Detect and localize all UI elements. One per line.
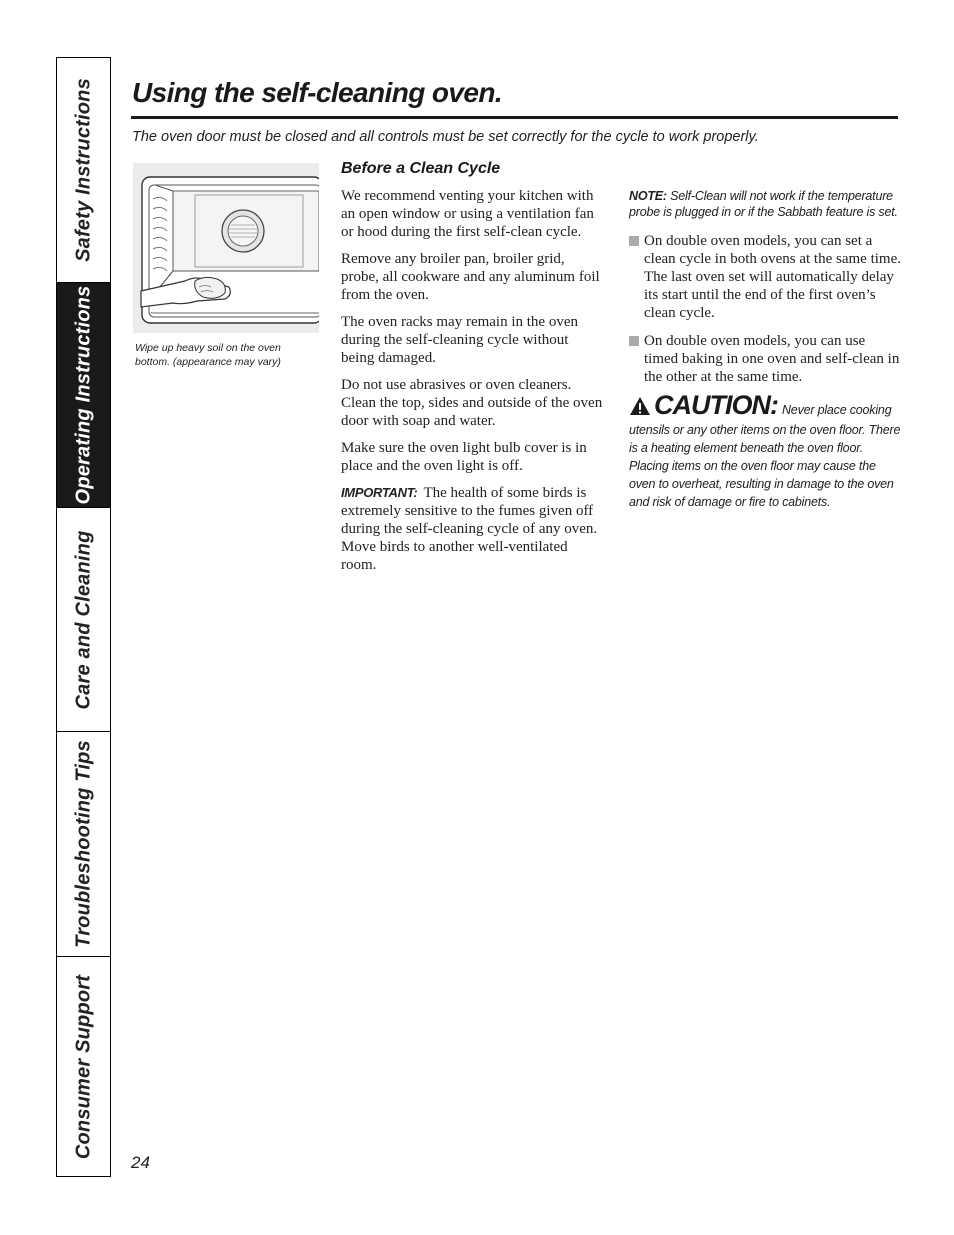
important-label: IMPORTANT:	[341, 485, 418, 500]
figure-caption: Wipe up heavy soil on the oven bottom. (appearance may vary)	[135, 342, 281, 368]
tab-consumer-support[interactable]	[57, 957, 110, 1176]
note-text: Self-Clean will not work if the temperature probe is plugged in or if the Sabbath feature is set.	[629, 189, 898, 219]
note-label: NOTE:	[629, 189, 667, 203]
section-heading: Before a Clean Cycle	[341, 160, 501, 177]
paragraph-no-abrasives: Do not use abrasives or oven cleaners. Clean the top, sides and outside of the oven door with soap and water.	[341, 377, 603, 429]
notes-column	[629, 189, 901, 511]
paragraph-venting: We recommend venting your kitchen with an open window or using a ventilation fan or hood during the first self-clean cycle.	[341, 188, 594, 240]
title-rule	[131, 116, 898, 119]
tab-label: Troubleshooting Tips	[72, 740, 94, 948]
paragraph-remove-items: Remove any broiler pan, broiler grid, probe, all cookware and any aluminum foil from the oven.	[341, 251, 600, 303]
warning-triangle-icon	[629, 396, 651, 421]
oven-illustration	[133, 163, 319, 333]
page-number: 24	[131, 1153, 150, 1172]
caution-block	[629, 390, 901, 511]
tab-troubleshooting-tips[interactable]	[57, 732, 110, 957]
intro-text: The oven door must be closed and all controls must be set correctly for the cycle to work properly.	[132, 129, 759, 145]
caution-label: CAUTION:	[654, 390, 778, 420]
paragraph-light-cover: Make sure the oven light bulb cover is in place and the oven light is off.	[341, 440, 587, 474]
paragraph-important	[341, 484, 603, 574]
list-item	[629, 232, 901, 322]
paragraph-racks: The oven racks may remain in the oven during the self-cleaning cycle without being damaged.	[341, 314, 578, 366]
list-item	[629, 332, 901, 386]
square-bullet-icon	[629, 336, 639, 346]
important-text: The health of some birds is extremely sensitive to the fumes given off during the self-cleaning cycle of any oven. Move birds to another well-ventilated room.	[341, 485, 598, 573]
note-paragraph	[629, 189, 901, 220]
before-clean-cycle-section	[341, 160, 603, 583]
page-title: Using the self-cleaning oven.	[132, 77, 503, 108]
caution-text: Never place cooking utensils or any other items on the oven floor. There is a heating element beneath the oven floor. Placing items on the oven floor may cause the oven to overheat, resulting in damage to the oven and risk of damage or fire to cabinets.	[629, 403, 901, 509]
tab-label: Safety Instructions	[72, 78, 94, 262]
side-tab-strip	[56, 57, 111, 1177]
tab-label: Care and Cleaning	[72, 530, 94, 709]
bullet-text: On double oven models, you can set a clean cycle in both ovens at the same time. The last oven set will automatically delay its start until the end of the first oven’s clean cycle.	[644, 233, 901, 321]
tab-operating-instructions[interactable]	[57, 283, 110, 508]
tab-label: Operating Instructions	[72, 285, 94, 505]
tab-safety-instructions[interactable]	[57, 58, 110, 283]
tab-label: Consumer Support	[72, 974, 94, 1159]
square-bullet-icon	[629, 236, 639, 246]
bullet-text: On double oven models, you can use timed baking in one oven and self-clean in the other at the same time.	[644, 333, 900, 385]
tab-care-and-cleaning[interactable]	[57, 508, 110, 732]
oven-cleaning-image	[133, 163, 319, 333]
